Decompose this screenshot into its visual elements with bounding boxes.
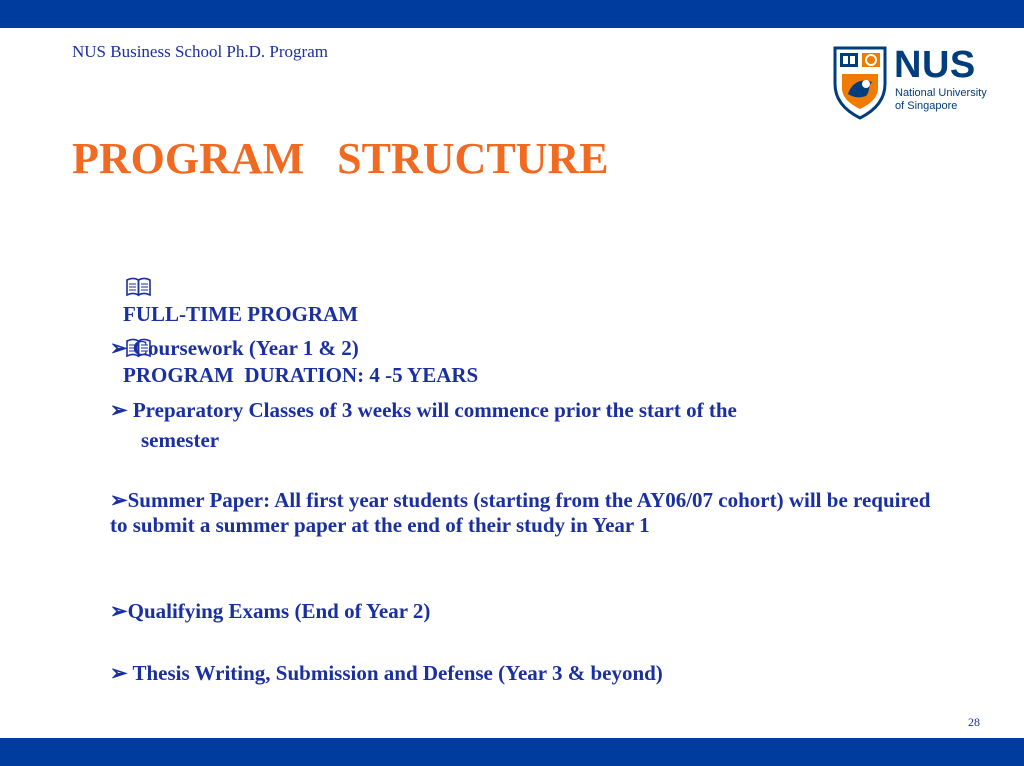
subitem-continuation: semester xyxy=(141,428,220,452)
arrow-bullet-icon: ➢ xyxy=(110,599,128,623)
subitem-text: Preparatory Classes of 3 weeks will commence prior the start of the xyxy=(132,398,737,422)
subitem-text: Coursework (Year 1 & 2) xyxy=(132,336,359,360)
page-number: 28 xyxy=(968,715,980,729)
arrow-bullet-icon: ➢ xyxy=(110,661,133,685)
subitem-preparatory xyxy=(110,397,950,453)
subitem-qualifying-exams xyxy=(110,598,950,624)
nus-name-line-2: of Singapore xyxy=(895,100,958,112)
program-header: NUS Business School Ph.D. Program xyxy=(72,42,328,61)
subitem-text: Qualifying Exams (End of Year 2) xyxy=(127,599,431,623)
subitem-summer-paper xyxy=(110,488,950,538)
arrow-bullet-icon: ➢ xyxy=(110,336,133,360)
subitem-coursework xyxy=(110,335,950,361)
bullet-text: FULL-TIME PROGRAM xyxy=(123,302,359,326)
bottom-banner-bar xyxy=(0,738,1024,766)
subitem-text: Thesis Writing, Submission and Defense (Year 3 & beyond) xyxy=(132,661,663,685)
slide-title: PROGRAM STRUCTURE xyxy=(72,134,609,183)
arrow-bullet-icon: ➢ xyxy=(110,488,128,512)
subitem-thesis xyxy=(110,660,950,686)
arrow-bullet-icon: ➢ xyxy=(110,398,133,422)
bullet-text: PROGRAM DURATION: 4 -5 YEARS xyxy=(123,363,479,387)
nus-wordmark: NUS xyxy=(894,44,976,86)
subitem-text: Summer Paper: All first year students (starting from the AY06/07 cohort) will be required to submit a summer paper at the end of their study in Year 1 xyxy=(110,488,931,537)
nus-name-line-1: National University xyxy=(895,87,987,99)
